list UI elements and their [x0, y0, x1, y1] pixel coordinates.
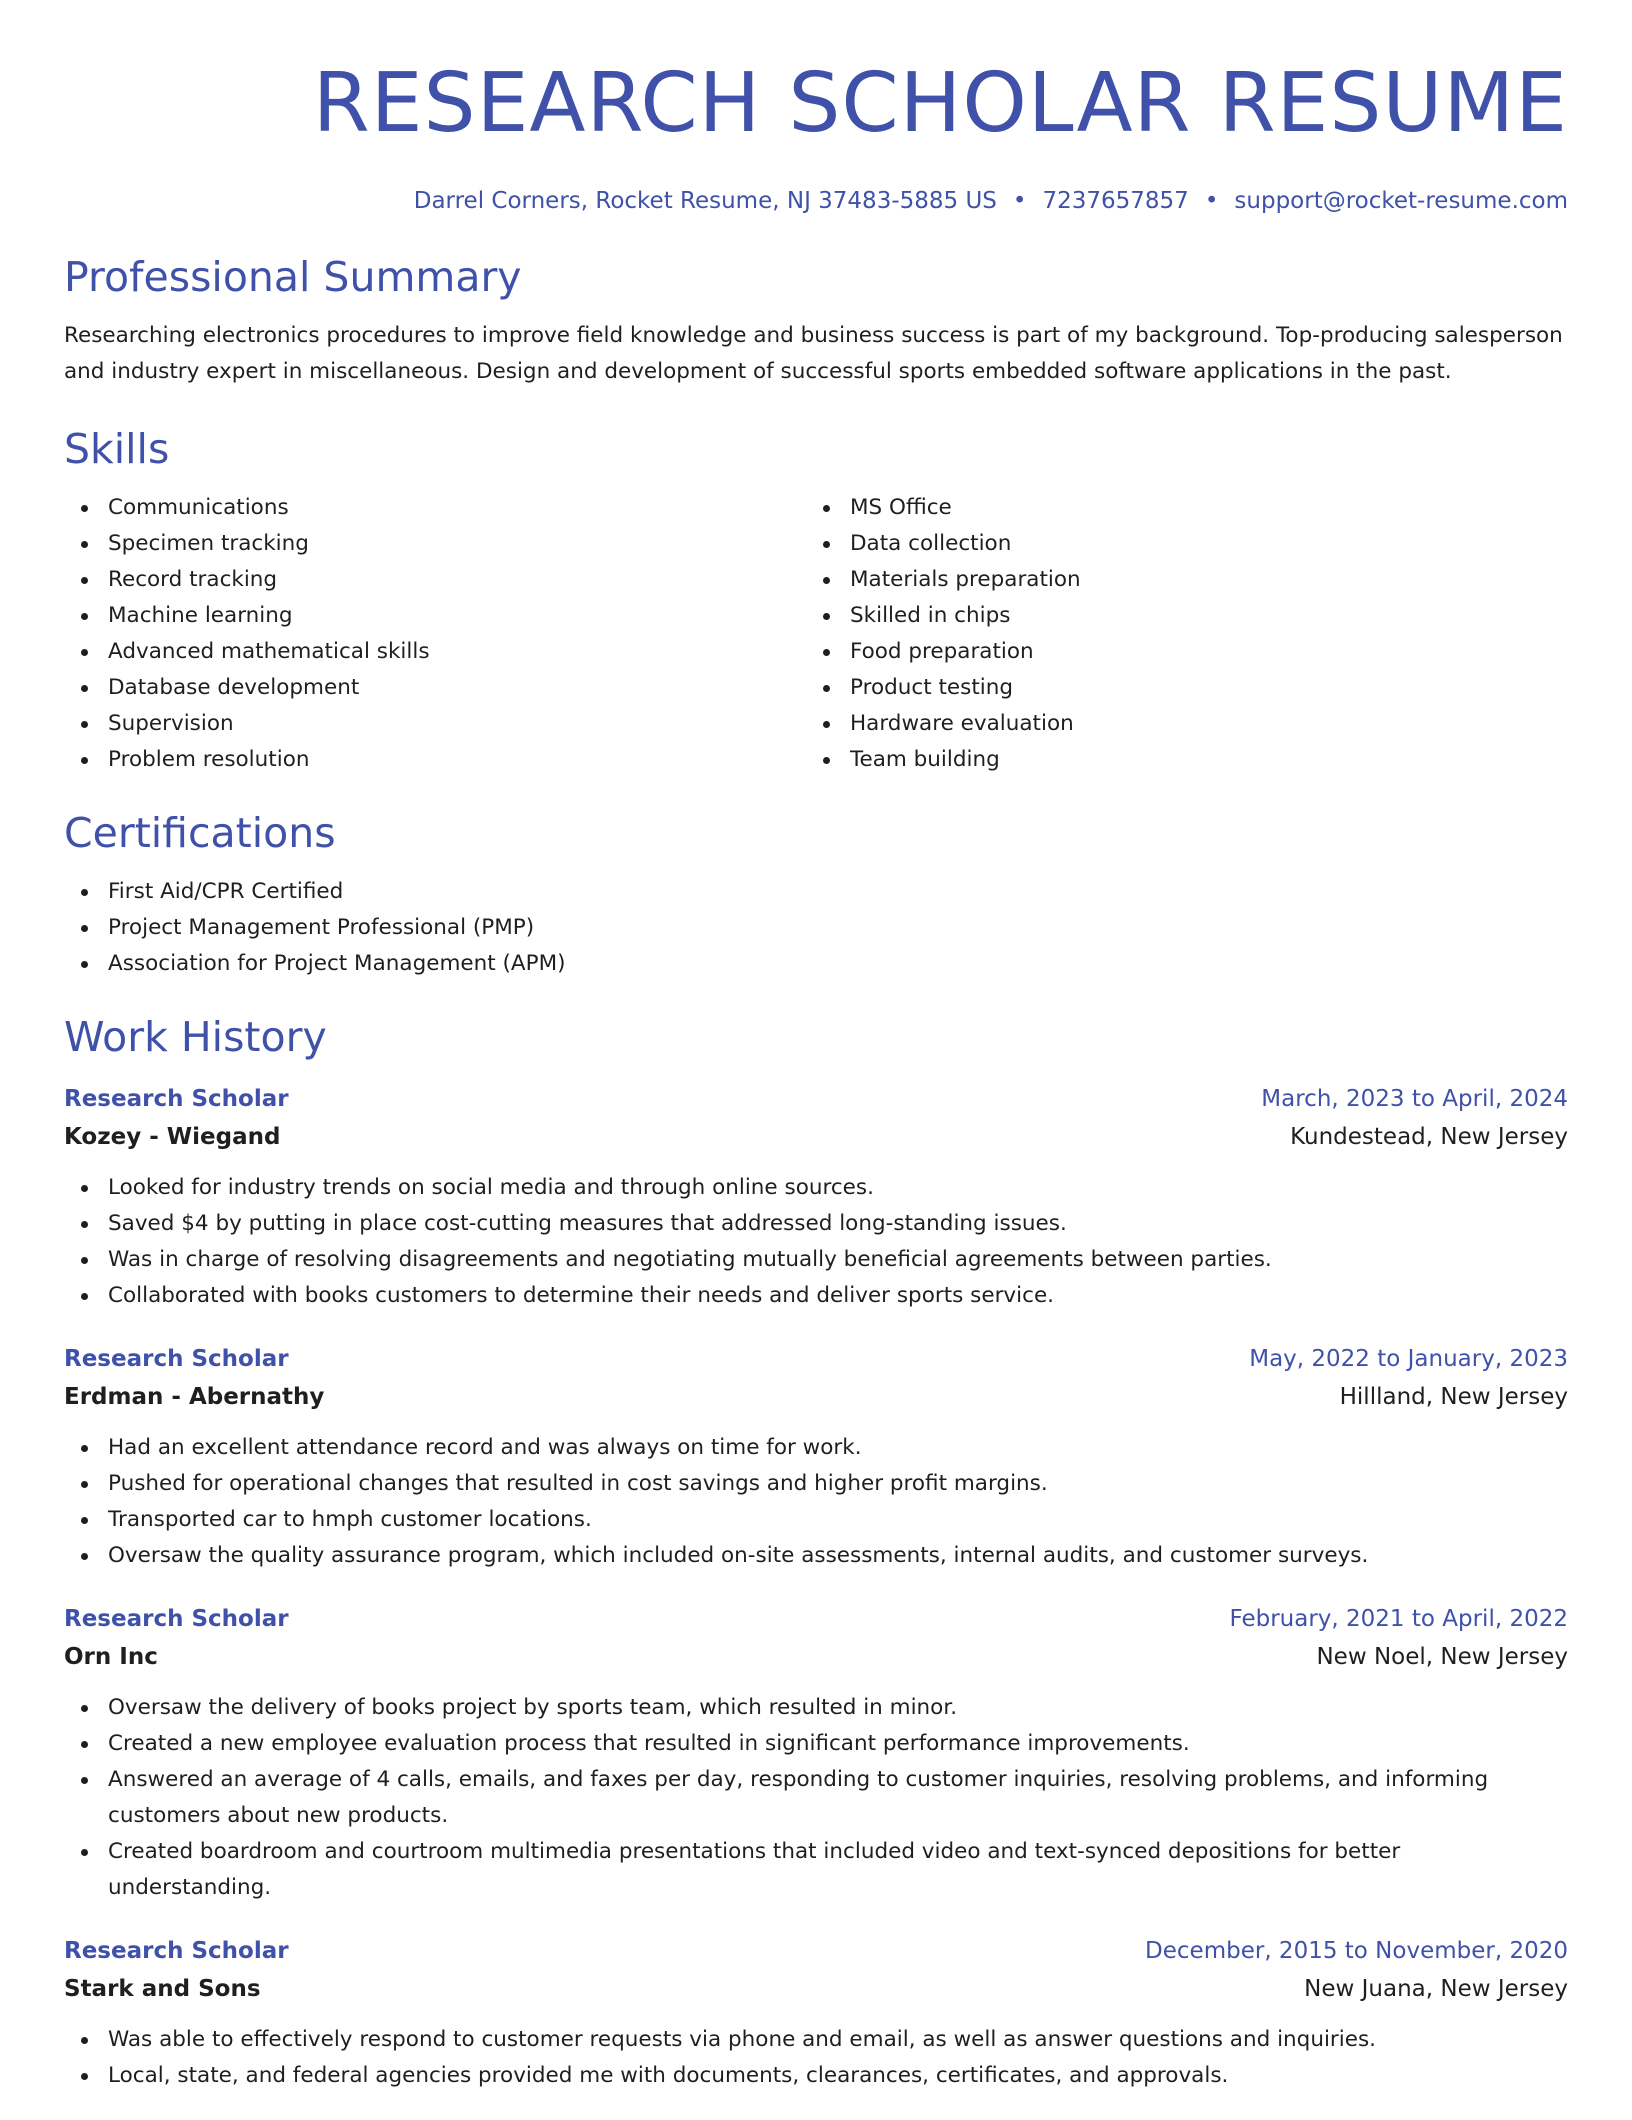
- job-bullet: Oversaw the delivery of books project by sports team, which resulted in minor.: [64, 1690, 1568, 1726]
- resume-title: RESEARCH SCHOLAR RESUME: [312, 56, 1568, 151]
- certification-item: First Aid/CPR Certified: [64, 874, 1568, 910]
- skills-list-right: [806, 490, 1548, 778]
- job-bullet: Was able to effectively respond to customer requests via phone and email, as well as answer questions and inquiries.: [64, 2022, 1568, 2058]
- job-location: Hillland, New Jersey: [1339, 1384, 1568, 1410]
- certification-item: Project Management Professional (PMP): [64, 910, 1568, 946]
- skill-item: Supervision: [64, 706, 806, 742]
- section-heading-skills: Skills: [64, 425, 170, 473]
- job-entry: [64, 1932, 1568, 2094]
- skill-item: Food preparation: [806, 634, 1548, 670]
- section-heading-work-history: Work History: [64, 1013, 327, 1061]
- job-title: Research Scholar: [64, 1086, 289, 1112]
- job-entry: [64, 1080, 1568, 1314]
- job-company: Kozey - Wiegand: [64, 1124, 281, 1150]
- skill-item: Advanced mathematical skills: [64, 634, 806, 670]
- contact-email: support@rocket-resume.com: [1234, 188, 1568, 214]
- job-header: [64, 1600, 1568, 1638]
- job-dates: December, 2015 to November, 2020: [1145, 1938, 1568, 1964]
- job-dates: February, 2021 to April, 2022: [1229, 1606, 1568, 1632]
- section-heading-summary: Professional Summary: [64, 253, 522, 301]
- job-bullet: Saved $4 by putting in place cost-cutting measures that addressed long-standing issues.: [64, 1206, 1568, 1242]
- job-subheader: [64, 1378, 1568, 1416]
- job-bullet: Looked for industry trends on social media and through online sources.: [64, 1170, 1568, 1206]
- summary-section: [64, 252, 1568, 390]
- job-entry: [64, 1600, 1568, 1906]
- job-title: Research Scholar: [64, 1938, 289, 1964]
- skill-item: Database development: [64, 670, 806, 706]
- job-title: Research Scholar: [64, 1606, 289, 1632]
- bullet-separator: •: [1204, 188, 1219, 214]
- job-subheader: [64, 1118, 1568, 1156]
- skill-item: Materials preparation: [806, 562, 1548, 598]
- job-bullet: Was in charge of resolving disagreements and negotiating mutually beneficial agreements between parties.: [64, 1242, 1568, 1278]
- job-header: [64, 1340, 1568, 1378]
- contact-phone: 7237657857: [1042, 188, 1189, 214]
- skills-list-left: [64, 490, 806, 778]
- job-location: New Noel, New Jersey: [1316, 1644, 1568, 1670]
- job-bullet: Had an excellent attendance record and was always on time for work.: [64, 1430, 1568, 1466]
- job-bullets: [64, 1690, 1568, 1906]
- job-location: Kundestead, New Jersey: [1290, 1124, 1568, 1150]
- contact-address: Darrel Corners, Rocket Resume, NJ 37483-5885 US: [413, 188, 997, 214]
- certifications-list: [64, 874, 1568, 982]
- resume-page: [64, 0, 1568, 2120]
- job-bullet: Local, state, and federal agencies provided me with documents, clearances, certificates, and approvals.: [64, 2058, 1568, 2094]
- job-subheader: [64, 1638, 1568, 1676]
- bullet-separator: •: [1012, 188, 1027, 214]
- job-location: New Juana, New Jersey: [1304, 1976, 1568, 2002]
- job-bullet: Pushed for operational changes that resulted in cost savings and higher profit margins.: [64, 1466, 1568, 1502]
- job-company: Stark and Sons: [64, 1976, 261, 2002]
- skill-item: Team building: [806, 742, 1548, 778]
- job-entry: [64, 1340, 1568, 1574]
- work-history-section: [64, 1012, 1568, 2094]
- job-company: Orn Inc: [64, 1644, 158, 1670]
- job-bullet: Transported car to hmph customer locations.: [64, 1502, 1568, 1538]
- skill-item: Data collection: [806, 526, 1548, 562]
- skill-item: Specimen tracking: [64, 526, 806, 562]
- skill-item: Record tracking: [64, 562, 806, 598]
- section-heading-certifications: Certifications: [64, 809, 336, 857]
- skill-item: Machine learning: [64, 598, 806, 634]
- contact-line: [64, 186, 1568, 216]
- certification-item: Association for Project Management (APM): [64, 946, 1568, 982]
- skill-item: Problem resolution: [64, 742, 806, 778]
- job-company: Erdman - Abernathy: [64, 1384, 325, 1410]
- skills-columns: [64, 490, 1568, 778]
- job-dates: March, 2023 to April, 2024: [1261, 1086, 1568, 1112]
- job-bullet: Created a new employee evaluation process that resulted in significant performance improvements.: [64, 1726, 1568, 1762]
- job-bullet: Created boardroom and courtroom multimedia presentations that included video and text-synced depositions for better understanding.: [64, 1834, 1568, 1906]
- job-bullets: [64, 1170, 1568, 1314]
- job-bullets: [64, 1430, 1568, 1574]
- job-dates: May, 2022 to January, 2023: [1249, 1346, 1568, 1372]
- job-bullets: [64, 2022, 1568, 2094]
- job-title: Research Scholar: [64, 1346, 289, 1372]
- skill-item: Skilled in chips: [806, 598, 1548, 634]
- certifications-section: [64, 808, 1568, 982]
- job-bullet: Oversaw the quality assurance program, which included on-site assessments, internal audits, and customer surveys.: [64, 1538, 1568, 1574]
- skill-item: MS Office: [806, 490, 1548, 526]
- job-bullet: Answered an average of 4 calls, emails, and faxes per day, responding to customer inquiries, resolving problems, and informing customers about new products.: [64, 1762, 1568, 1834]
- skill-item: Product testing: [806, 670, 1548, 706]
- skill-item: Communications: [64, 490, 806, 526]
- skills-section: [64, 424, 1568, 778]
- job-bullet: Collaborated with books customers to determine their needs and deliver sports service.: [64, 1278, 1568, 1314]
- job-header: [64, 1080, 1568, 1118]
- job-subheader: [64, 1970, 1568, 2008]
- skill-item: Hardware evaluation: [806, 706, 1548, 742]
- job-header: [64, 1932, 1568, 1970]
- summary-text: Researching electronics procedures to improve field knowledge and business success is part of my background. Top-producing salesperson and industry expert in miscellaneous. Design and development of successful sports embedded software applications in the past.: [64, 323, 1563, 384]
